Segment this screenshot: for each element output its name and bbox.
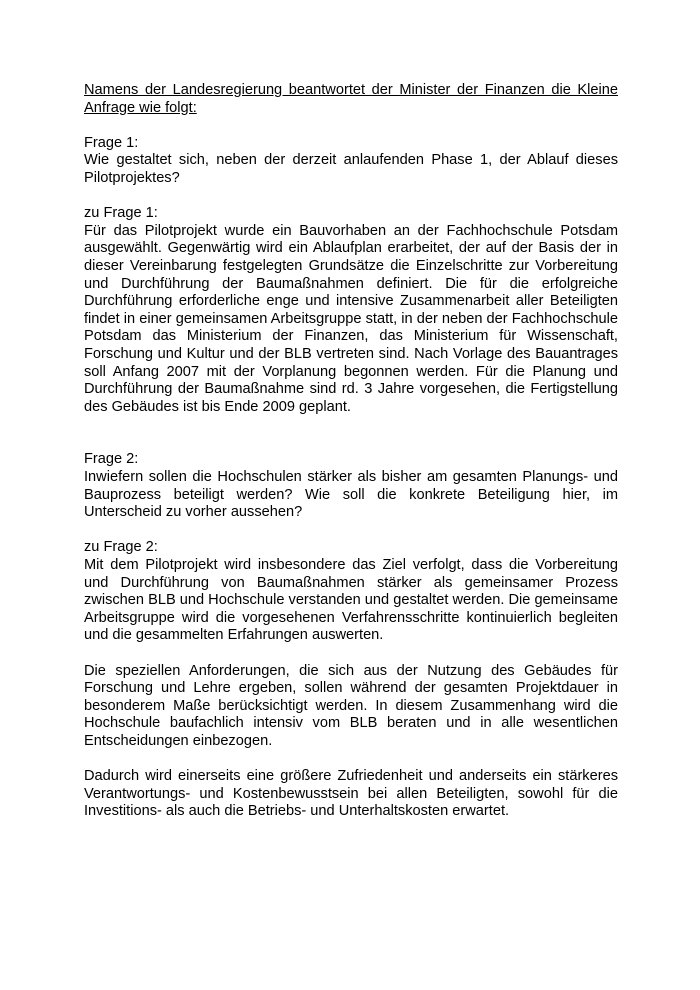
question-2-text: Inwiefern sollen die Hochschulen stärker als bisher am gesamten Planungs- und Bauprozess beteiligt werden? Wie soll die konkrete Beteiligung hier, im Unterscheid zu vorher aussehen? [84, 469, 618, 521]
answer-1-label: zu Frage 1: [84, 205, 158, 222]
answer-1-text: Für das Pilotprojekt wurde ein Bauvorhaben an der Fachhochschule Potsdam ausgewählt. Gegenwärtig wird ein Ablaufplan erarbeitet, der auf der Basis der in dieser Vereinbarung festgelegten Grundsätze die Einzelschritte zur Vorbereitung und Durchführung der Baumaßnahmen definiert. Die für die erfolgreiche Durchführung erforderliche enge und intensive Zusammenarbeit aller Beteiligten findet in einer gemeinsamen Arbeitsgruppe statt, in der neben der Fachhochschule Potsdam das Ministerium der Finanzen, das Ministerium für Wissenschaft, Forschung und Kultur und der BLB vertreten sind. Nach Vorlage des Bauantrages soll Anfang 2007 mit der Vorplanung begonnen werden. Für die Planung und Durchführung der Baumaßnahme sind rd. 3 Jahre vorgesehen, die Fertigstellung des Gebäudes ist bis Ende 2009 geplant. [84, 222, 618, 415]
answer-2 [84, 539, 618, 645]
answer-2-paragraph-1: Mit dem Pilotprojekt wird insbesondere das Ziel verfolgt, dass die Vorbereitung und Durchführung von Baumaßnahmen stärker als gemeinsamer Prozess zwischen BLB und Hochschule verstanden und gestaltet werden. Die gemeinsame Arbeitsgruppe wird die vorgesehenen Verfahrensschritte kontinuierlich begleiten und die gesammelten Erfahrungen auswerten. [84, 557, 618, 644]
question-1 [84, 135, 618, 188]
question-2 [84, 451, 618, 521]
answer-2-label: zu Frage 2: [84, 539, 158, 556]
question-1-label: Frage 1: [84, 134, 139, 151]
question-2-label: Frage 2: [84, 451, 139, 468]
answer-2-paragraph-2: Die speziellen Anforderungen, die sich aus der Nutzung des Gebäudes für Forschung und Lehre ergeben, sollen während der gesamten Projektdauer in besonderem Maße berücksichtigt werden. In diesem Zusammenhang wird die Hochschule baufachlich intensiv vom BLB beraten und in alle wesentlichen Entscheidungen einbezogen. [84, 662, 618, 749]
question-1-text: Wie gestaltet sich, neben der derzeit anlaufenden Phase 1, der Ablauf dieses Pilotprojektes? [84, 152, 618, 186]
answer-2-paragraph-3: Dadurch wird einerseits eine größere Zufriedenheit und anderseits ein stärkeres Verantwortungs- und Kostenbewusstsein bei allen Beteiligten, sowohl für die Investitions- als auch die Betriebs- und Unterhaltskosten erwartet. [84, 768, 618, 820]
intro-text: Namens der Landesregierung beantwortet der Minister der Finanzen die Kleine Anfrage wie folgt: [84, 82, 618, 116]
answer-1 [84, 205, 618, 416]
document-body [84, 82, 618, 821]
